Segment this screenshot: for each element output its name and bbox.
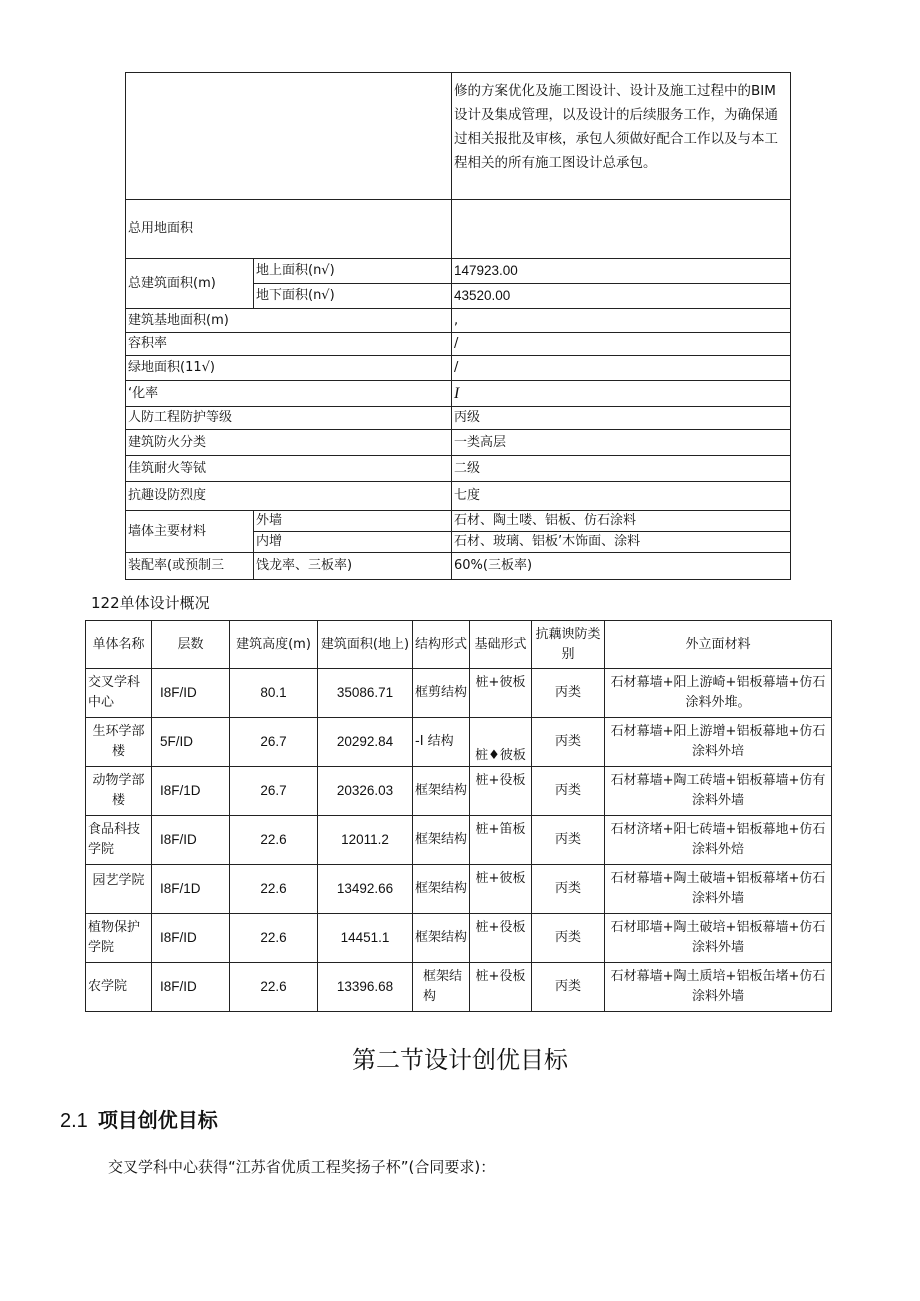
seismic-value: 七度 [452,482,791,511]
outer-wall-label: 外墙 [254,511,452,532]
below-ground-label: 地下面积(n√) [254,284,452,309]
cell-seismic: 丙类 [532,767,605,816]
cell-name: 农学院 [86,963,152,1012]
cell-foundation: 桩+笛板 [470,816,532,865]
header-facade: 外立面材料 [605,621,832,669]
outer-wall-value: 石材、陶土喽、铝板、仿石涂料 [452,511,791,532]
table-row [86,865,832,914]
cell-area: 14451.1 [318,914,413,963]
fire-class-value: 一类高层 [452,430,791,456]
below-ground-value: 43520.00 [452,284,791,309]
cell-height: 22.6 [230,816,318,865]
header-foundation: 基础形式 [470,621,532,669]
section-title: 第二节设计创优目标 [352,1046,568,1074]
land-area-label: 总用地面积 [126,200,452,259]
cell-area: 20292.84 [318,718,413,767]
green-rate-label: ‘化率 [126,381,452,407]
wall-material-label: 墙体主要材料 [126,511,254,553]
cell-facade: 石材幕墙+阳上游崎+铝板幕墙+仿石涂料外堆。 [605,669,832,718]
cell-foundation: 桩+彼板 [470,865,532,914]
cell-foundation: 桩+彼板 [470,669,532,718]
cell-seismic: 丙类 [532,963,605,1012]
land-area-value [452,200,791,259]
cell-area: 13492.66 [318,865,413,914]
cell-foundation: 桩+役板 [470,963,532,1012]
cell-foundation: 桩♦彼板 [470,718,532,767]
green-area-label: 绿地面积(11√) [126,356,452,381]
seismic-label: 抗趣设防烈度 [126,482,452,511]
header-area: 建筑面积(地上) [318,621,413,669]
cell-structure: 框架结构 [413,865,470,914]
green-rate-value: I [452,381,791,407]
blank-cell [126,73,452,200]
inner-wall-label: 内增 [254,532,452,553]
fire-rating-label: 佳筑耐火等铽 [126,456,452,482]
cell-structure: 框架结构 [413,767,470,816]
building-overview-table [85,620,832,1012]
cell-seismic: 丙类 [532,816,605,865]
prefab-label: 装配率(或预制三 [126,553,254,580]
prefab-value: 60%(三板率) [452,553,791,580]
cell-area: 12011.2 [318,816,413,865]
subsection-heading [60,1104,218,1133]
table-row [86,816,832,865]
gfa-label: 总建筑面积(m) [126,259,254,309]
header-seismic: 抗藕谀防类别 [532,621,605,669]
subsection-number: 2.1 [60,1110,88,1132]
cell-name: 交叉学科中心 [86,669,152,718]
far-value: / [452,333,791,356]
subsection-title: 项目创优目标 [97,1110,218,1132]
table-row [86,914,832,963]
cell-floors: I8F/ID [152,914,230,963]
cell-seismic: 丙类 [532,914,605,963]
cell-floors: I8F/ID [152,816,230,865]
cell-floors: I8F/ID [152,963,230,1012]
cell-structure: -I 结构 [413,718,470,767]
cell-facade: 石材耶墙+陶土破培+铝板幕墙+仿石涂料外墙 [605,914,832,963]
cell-foundation: 桩+役板 [470,767,532,816]
cell-facade: 石材济堵+阳七砖墙+铝板幕地+仿石涂料外焙 [605,816,832,865]
prefab-sub-label: 饯龙率、三板率) [254,553,452,580]
cell-area: 20326.03 [318,767,413,816]
cell-name: 植物保护学院 [86,914,152,963]
above-ground-value: 147923.00 [452,259,791,284]
cell-floors: I8F/ID [152,669,230,718]
cell-floors: I8F/1D [152,865,230,914]
header-structure: 结构形式 [413,621,470,669]
cell-facade: 石材幕墙+陶土破墙+铝板幕堵+仿石涂料外墙 [605,865,832,914]
cell-floors: 5F/ID [152,718,230,767]
fire-rating-value: 二级 [452,456,791,482]
table-row [86,963,832,1012]
cell-structure: 框剪结构 [413,669,470,718]
cell-foundation: 桩+役板 [470,914,532,963]
table-row [86,669,832,718]
header-floors: 层数 [152,621,230,669]
header-height: 建筑高度(m) [230,621,318,669]
scope-text: 修的方案优化及施工图设计、设计及施工过程中的BIM设计及集成管理，以及设计的后续服务工作，为确保通过相关报批及审核，承包人须做好配合工作以及与本工程相关的所有施工图设计总承包。 [452,73,791,200]
cell-facade: 石材幕墙+陶土质培+铝板缶堵+仿石涂料外墙 [605,963,832,1012]
cell-name: 食品科技学院 [86,816,152,865]
header-name: 单体名称 [86,621,152,669]
body-paragraph: 交叉学科中心获得“江苏省优质工程奖扬子杯”(合同要求)： [108,1158,496,1176]
civil-defense-label: 人防工程防护等级 [126,407,452,430]
cell-height: 26.7 [230,718,318,767]
cell-height: 22.6 [230,963,318,1012]
project-summary-table [125,72,791,580]
civil-defense-value: 丙级 [452,407,791,430]
footprint-value: , [452,309,791,333]
cell-structure: 框架结构 [413,914,470,963]
cell-height: 80.1 [230,669,318,718]
table-row [86,767,832,816]
cell-height: 22.6 [230,914,318,963]
cell-seismic: 丙类 [532,669,605,718]
footprint-label: 建筑基地面积(m) [126,309,452,333]
cell-height: 22.6 [230,865,318,914]
fire-class-label: 建筑防火分类 [126,430,452,456]
cell-height: 26.7 [230,767,318,816]
table-caption: 122单体设计概况 [91,594,210,612]
cell-facade: 石材幕墙+陶工砖墙+铝板幕墙+仿有涂料外墙 [605,767,832,816]
far-label: 容积率 [126,333,452,356]
cell-name: 生环学部楼 [86,718,152,767]
cell-seismic: 丙类 [532,718,605,767]
cell-name: 动物学部楼 [86,767,152,816]
above-ground-label: 地上面积(n√) [254,259,452,284]
cell-name: 园艺学院 [86,865,152,914]
inner-wall-value: 石材、玻璃、铝板’木饰面、涂料 [452,532,791,553]
cell-area: 35086.71 [318,669,413,718]
cell-structure: 框架结构 [413,816,470,865]
green-area-value: / [452,356,791,381]
cell-area: 13396.68 [318,963,413,1012]
table-row [86,718,832,767]
cell-floors: I8F/1D [152,767,230,816]
cell-seismic: 丙类 [532,865,605,914]
cell-structure: 框架结构 [413,963,470,1012]
cell-facade: 石材幕墙+阳上游增+铝板幕地+仿石涂料外培 [605,718,832,767]
